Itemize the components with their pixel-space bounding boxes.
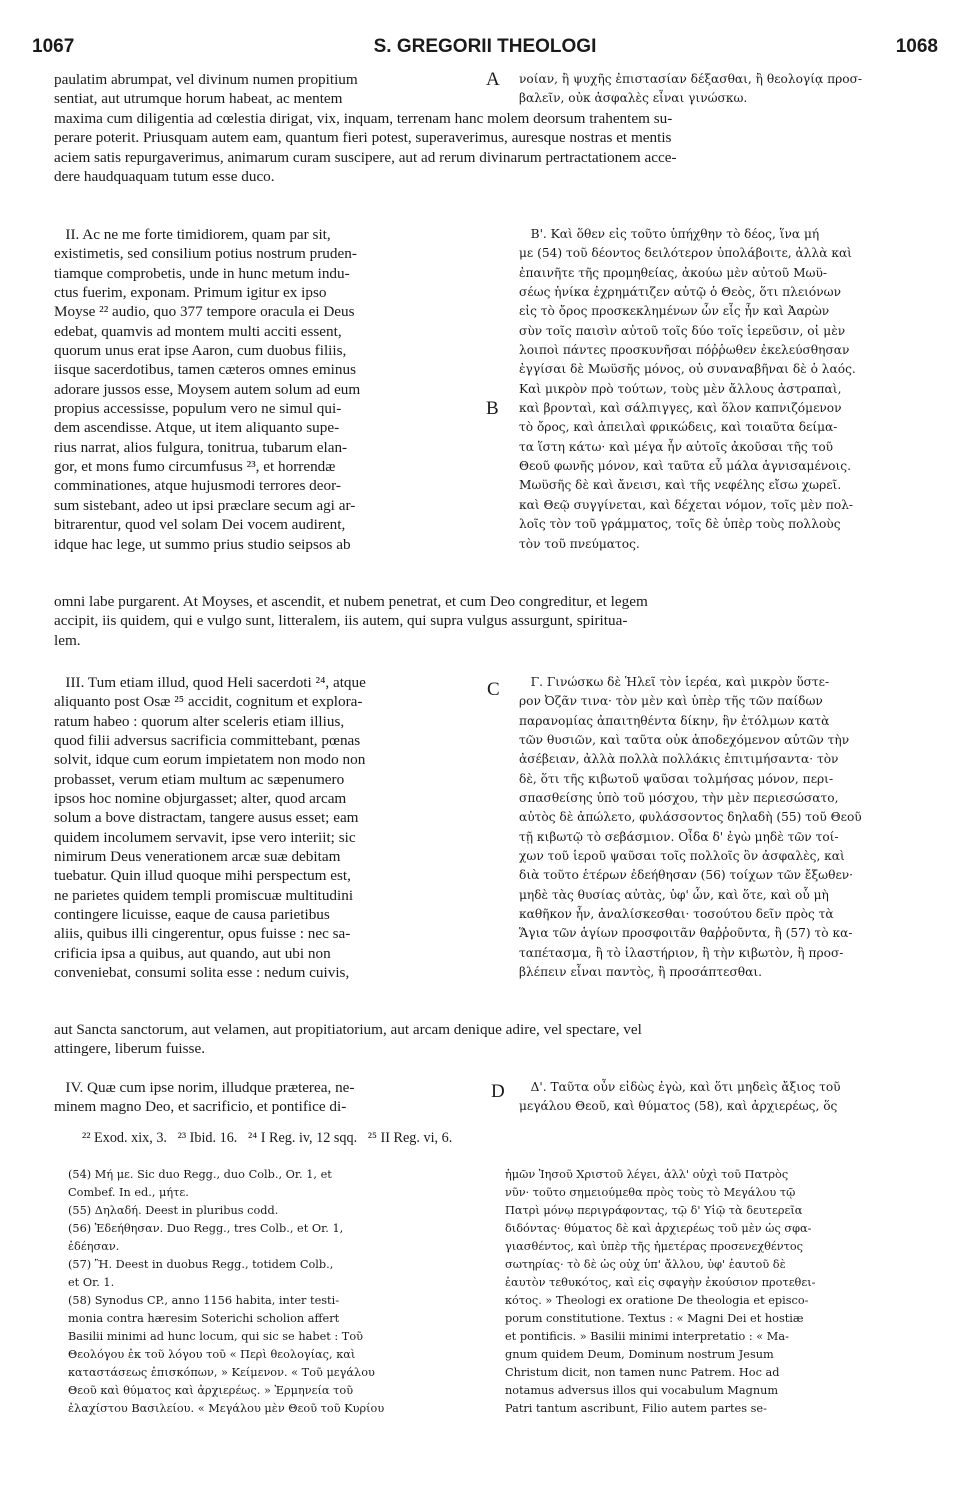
column-number-right: 1068	[895, 36, 938, 57]
latin-fullwidth-c: aut Sancta sanctorum, aut velamen, aut propitiatorium, aut arcam denique adire, vel spectare, vel attingere, liberum fuisse.	[54, 1021, 642, 1058]
page-header	[32, 36, 938, 58]
greek-column-b: Β'. Καὶ ὅθεν εἰς τοῦτο ὑπήχθην τὸ δέος, ἵνα μή με (54) τοῦ δέοντος δειλότερον ὑπολάβοιτε, ἀλλὰ καὶ ἐπαινῆτε τῆς προμηθείας, ἀκούω μὲν αὐτοῦ Μωϋ- σέως ἡνίκα ἐχρημάτιζεν αὐτῷ ὁ Θεὸς, ὅτι πλειόνων εἰς τὸ ὄρος προσκεκλημένων ὧν εἷς ἦν καὶ Ἀαρὼν σὺν τοῖς παισὶν αὐτοῦ τοῖς δύο τοῖς ἱερεῦσιν, οἱ μὲν λοιποὶ πάντες προσκυνῆσαι πόῤῥωθεν ἐκελεύσθησαν ἐγγίσαι δὲ Μωϋσῆς μόνος, οὐ συναναβῆναι δὲ ὁ λαός. Καὶ μικρὸν πρὸ τούτων, τοὺς μὲν ἄλλους ἀστραπαὶ, καὶ βρονταὶ, καὶ σάλπιγγες, καὶ ὅλον καπνιζόμενον τὸ ὄρος, καὶ ἀπειλαὶ φρικώδεις, καὶ τοιαῦτα δείμα- τα ἵστη κάτω· καὶ μέγα ἦν αὐτοῖς ἀκοῦσαι τῆς τοῦ Θεοῦ φωνῆς μόνον, καὶ ταῦτα εὖ μάλα ἁγνισαμένοις. Μωϋσῆς δὲ καὶ ἄνεισι, καὶ τῆς νεφέλης εἴσω χωρεῖ. καὶ Θεῷ συγγίνεται, καὶ δέχεται νόμον, τοῖς μὲν πολ- λοῖς τὸν τοῦ γράμματος, τοῖς δὲ ὑπὲρ τοὺς πολλοὺς τὸν τοῦ πνεύματος.	[519, 227, 856, 551]
margin-letter-b: B	[486, 398, 499, 419]
greek-column-a: νοίαν, ἢ ψυχῆς ἐπιστασίαν δέξασθαι, ἢ θεολογίᾳ προσ- βαλεῖν, οὐκ ἀσφαλὲς εἶναι γινώσκω.	[519, 72, 863, 106]
latin-column-a: paulatim abrumpat, vel divinum numen propitium sentiat, aut utrumque horum habeat, ac mentem	[54, 71, 358, 108]
footnotes-right: ἡμῶν Ἰησοῦ Χριστοῦ λέγει, ἀλλ' οὐχὶ τοῦ Πατρὸς νῦν· τοῦτο σημειούμεθα πρὸς τοὺς τὸ Μεγάλου τῷ Πατρὶ μόνῳ περιγράφοντας, τῷ δ' Υἱῷ τὰ δευτερεῖα διδόντας· θύματος δὲ καὶ ἀρχιερέως τοῦ μὲν ὡς σφα- γιασθέντος, καὶ ὑπὲρ τῆς ἡμετέρας προσενεχθέντος σωτηρίας· τὸ δὲ ὡς οὐχ ὑπ' ἄλλου, ὑφ' ἑαυτοῦ δὲ ἑαυτὸν τεθυκότος, καὶ εἰς σφαγὴν ἑκούσιον προτεθει- κότος. » Theologi ex oratione De theologia et episco- porum constitutione. Textus : « Magni Dei et hostiæ et pontificis. » Basilii minimi interpretatio : « Ma- gnum quidem Deum, Dominum nostrum Jesum Christum dicit, non tamen nunc Patrem. Hoc ad notamus adversus illos qui vocabulum Magnum Patri tantum ascribunt, Filio autem partes se-	[505, 1168, 816, 1415]
latin-fullwidth-a: maxima cum diligentia ad cœlestia dirigat, vix, inquam, terrenam hanc molem deorsum trahentem su- perare poterit. Priusquam autem eam, quantum fieri potest, superaverimus, auresque nostras et mentis aciem satis repurgaverimus, animarum curam suscipere, aut ad rerum divinarum pertractationem acce- dere haudquaquam tutum esse duco.	[54, 110, 677, 186]
latin-column-c: III. Tum etiam illud, quod Heli sacerdoti ²⁴, atque aliquanto post Osæ ²⁵ accidit, cognitum et explora- ratum habeo : quorum alter sceleris etiam illius, quod filii adversus sacrificia committebant, pœnas solvit, idque cum eorum impietatem non modo non probasset, verum etiam multum ac sæpenumero ipsos hoc nomine objurgasset; alter, quod arcam solum a bove distractam, tangere ausus esset; eam quidem incolumem servavit, ipse vero interiit; sic nimirum Deus venerationem arcæ suæ debitam tuebatur. Quin illud quoque mihi perspectum est, ne parietes quidem templi promiscuæ multitudini contingere licuisse, eaque de causa parietibus aliis, quibus illi cingerentur, opus fuisse : nec sa- crificia ipsa a quibus, aut quando, aut ubi non conveniebat, consumi solita esse : nedum cuivis,	[54, 674, 366, 982]
margin-letter-a: A	[486, 69, 500, 90]
column-number-left: 1067	[32, 36, 75, 57]
greek-column-c: Γ. Γινώσκω δὲ Ἡλεῖ τὸν ἱερέα, καὶ μικρὸν ὕστε- ρον Ὀζᾶν τινα· τὸν μὲν καὶ ὑπὲρ τῆς τῶν παίδων παρανομίας ἀπαιτηθέντα δίκην, ἣν ἐτόλμων κατὰ τῶν θυσιῶν, καὶ ταῦτα οὐκ ἀποδεχόμενον αὐτῶν τὴν ἀσέβειαν, ἀλλὰ πολλὰ πολλάκις ἐπιτιμήσαντα· τὸν δὲ, ὅτι τῆς κιβωτοῦ ψαῦσαι τολμήσας μόνον, περι- σπασθείσης ὑπὸ τοῦ μόσχου, τὴν μὲν περιεσώσατο, αὐτὸς δὲ ἀπώλετο, φυλάσσοντος δηλαδὴ (55) τοῦ Θεοῦ τῇ κιβωτῷ τὸ σεβάσμιον. Οἶδα δ' ἐγὼ μηδὲ τῶν τοί- χων τοῦ ἱεροῦ ψαῦσαι τοῖς πολλοῖς ὂν ἀσφαλὲς, καὶ διὰ τοῦτο ἑτέρων ἐδεήθησαν (56) τοίχων τῶν ἔξωθεν· μηδὲ τὰς θυσίας αὐτὰς, ὑφ' ὧν, καὶ ὅτε, καὶ οὗ μὴ καθῆκον ἦν, ἀναλίσκεσθαι· τοσούτου δεῖν πρὸς τὰ Ἅγια τῶν ἁγίων προσφοιτᾶν θαῤῥοῦντα, ἢ (57) τὸ κα- ταπέτασμα, ἢ τὸ ἱλαστήριον, ἢ τὴν κιβωτὸν, ἢ προσ- βλέπειν εἶναι παντὸς, ἢ προσάπτεσθαι.	[519, 675, 862, 980]
latin-fullwidth-b: omni labe purgarent. At Moyses, et ascendit, et nubem penetrat, et cum Deo congreditur, et legem accipit, iis quidem, qui e vulgo sunt, litteralem, iis autem, qui supra vulgus assurgunt, spiritua- lem.	[54, 593, 648, 649]
running-title: S. GREGORII THEOLOGI	[373, 36, 597, 57]
scripture-references: ²² Exod. xix, 3. ²³ Ibid. 16. ²⁴ I Reg. iv, 12 sqq. ²⁵ II Reg. vi, 6.	[82, 1130, 453, 1146]
latin-column-d: IV. Quæ cum ipse norim, illudque præterea, ne- minem magno Deo, et sacrificio, et pontifice di-	[54, 1079, 355, 1116]
margin-letter-c: C	[487, 679, 500, 700]
margin-letter-d: D	[491, 1081, 505, 1102]
latin-column-b: II. Ac ne me forte timidiorem, quam par sit, existimetis, sed consilium potius nostrum pruden- tiamque comprobetis, unde in hunc metum indu- ctus fuerim, exponam. Primum igitur ex ipso Moyse ²² audio, quo 377 tempore oracula ei Deus edebat, quamvis ad montem multi acciti essent, quorum unus erat ipse Aaron, cum duobus filiis, iisque sacerdotibus, tamen cæteros omnes eminus adorare jussos esse, Moysem autem solum ad eum propius accessisse, populum vero ne simul qui- dem ascendisse. Atque, ut item aliquanto supe- rius narrat, alios fulgura, tonitrua, tubarum elan- gor, et mons fumo circumfusus ²³, et horrendæ comminationes, atque hujusmodi terrores deor- sum sistebant, adeo ut ipsi præclare secum agi ar- bitrarentur, quod vel solam Dei vocem audirent, idque hac lege, ut summo prius studio seipsos ab	[54, 226, 361, 553]
footnotes-left: (54) Μή με. Sic duo Regg., duo Colb., Or. 1, et Combef. In ed., μήτε. (55) Δηλαδή. Deest in pluribus codd. (56) Ἐδεήθησαν. Duo Regg., tres Colb., et Or. 1, ἐδέησαν. (57) Ἢ. Deest in duobus Regg., totidem Colb., et Or. 1. (58) Synodus CP., anno 1156 habita, inter testi- monia contra hæresim Soterichi scholion affert Basilii minimi ad hunc locum, qui sic se habet : Τοῦ Θεολόγου ἐκ τοῦ λόγου τοῦ « Περὶ θεολογίας, καὶ καταστάσεως ἐπισκόπων, » Κείμενον. « Τοῦ μεγάλου Θεοῦ καὶ θύματος καὶ ἀρχιερέως. » Ἑρμηνεία τοῦ ἐλαχίστου Βασιλείου. « Μεγάλου μὲν Θεοῦ τοῦ Κυρίου	[68, 1168, 385, 1415]
greek-column-d: Δ'. Ταῦτα οὖν εἰδὼς ἐγὼ, καὶ ὅτι μηδεὶς ἄξιος τοῦ μεγάλου Θεοῦ, καὶ θύματος (58), καὶ ἀρχιερέως, ὅς	[519, 1080, 841, 1114]
